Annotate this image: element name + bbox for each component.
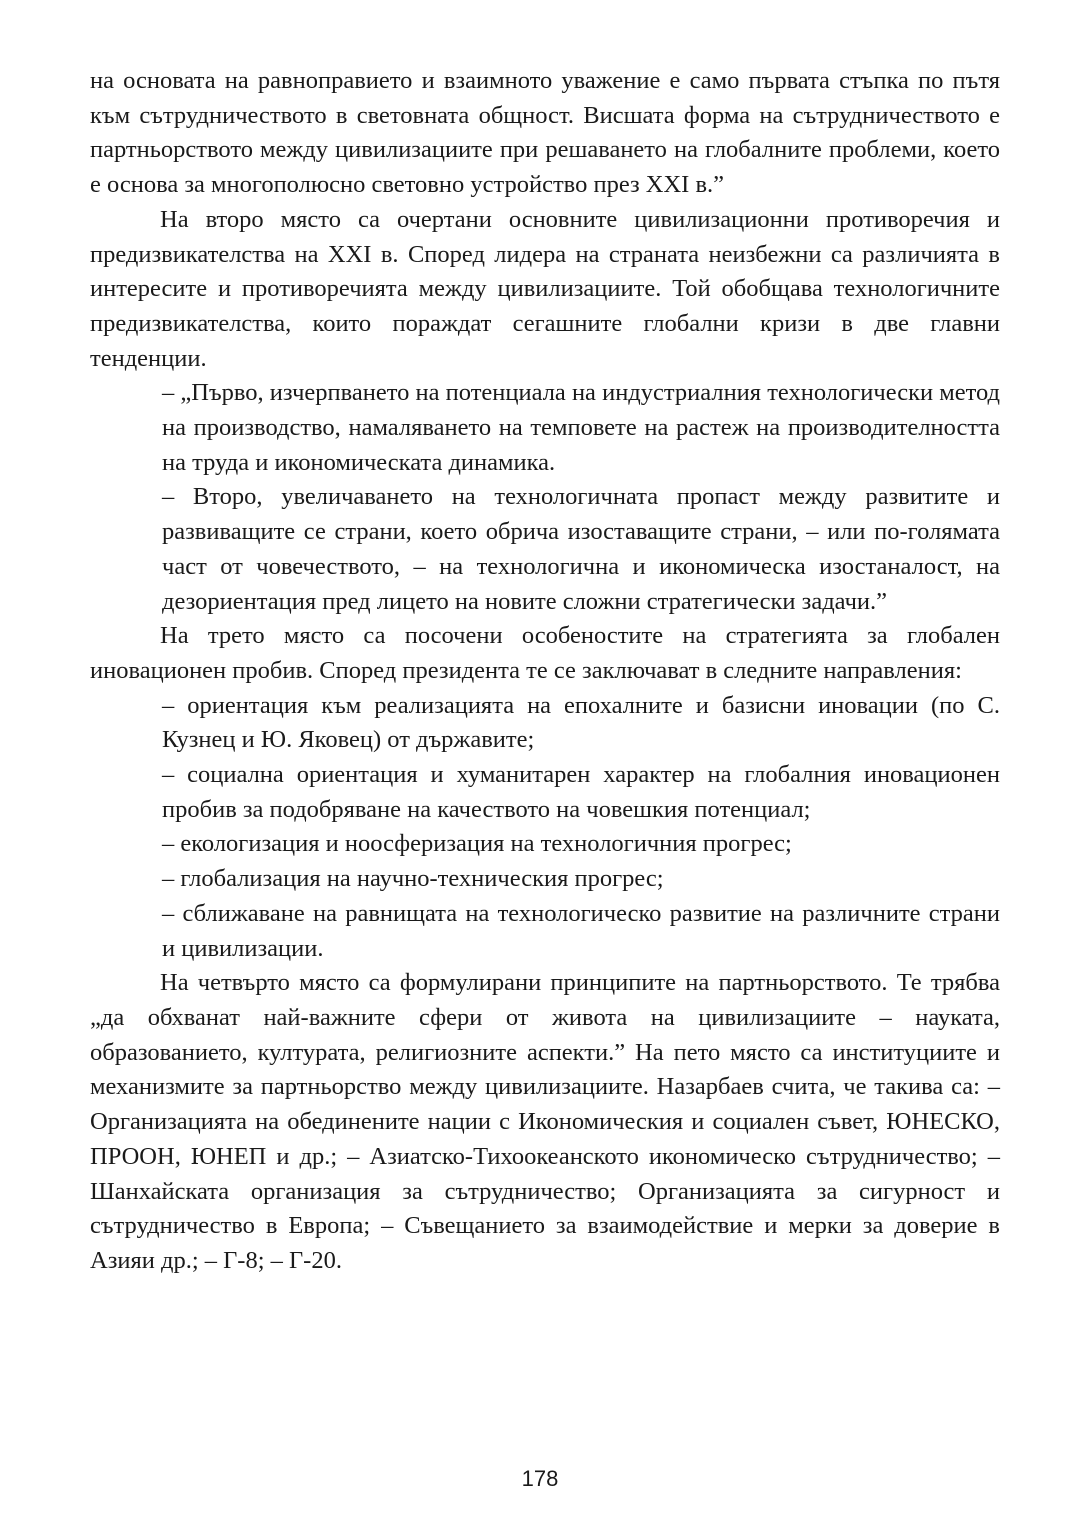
list-item-ecologization: – екологизация и ноосферизация на технологичния прогрес;	[162, 830, 792, 858]
page-body	[90, 64, 1000, 1279]
list-item-convergence: – сближаване на равнищата на технологическо развитие на различните страни и цивилизации.	[162, 899, 1000, 962]
paragraph-intro-continuation: на основата на равноправието и взаимното уважение е само първата стъпка по пътя към сътрудничеството в световната общност. Висшата форма на сътрудничеството е партньорството между цивилизациите при решаването на глобалните проблеми, което е основа за многополюсно световно устройство през XXI в.”	[90, 67, 1000, 199]
list-item-globalization: – глобализация на научно-техническия прогрес;	[162, 865, 664, 893]
page-number: 178	[521, 1466, 559, 1491]
paragraph-fourth-place: На четвърто място са формулирани принципите на партньорството. Те трябва „да обхванат най-важните сфери от живота на цивилизациите – науката, образованието, културата, религиозните аспекти.” На пето място са институциите и механизмите за партньорство между цивилизациите. Назарбаев счита, че такива са: – Организацията на обединените нации с Икономическия и социален съвет, ЮНЕСКО, ПРООН, ЮНЕП и др.; – Азиатско-Тихоокеанското икономическо сътрудничество; – Шанхайската организация за сътрудничество; Организацията за сигурност и сътрудничество в Европа; – Съвещанието за взаимодействие и мерки за доверие в Азияи др.; – Г-8; – Г-20.	[90, 969, 1000, 1274]
paragraph-second-place: На второ място са очертани основните цивилизационни противоречия и предизвикателства на XXI в. Според лидера на страната неизбежни са различията в интересите и противоречията между цивилизациите. Той обобщава технологичните предизвикателства, които пораждат сегашните глобални кризи в две главни тенденции.	[90, 205, 1000, 372]
quote-item-first: – „Първо, изчерпването на потенциала на индустриалния технологически метод на производство, намаляването на темповете на растеж на производителността на труда и икономическата динамика.	[162, 379, 1000, 476]
list-item-orientation: – ориентация към реализацията на епохалните и базисни иновации (по С. Кузнец и Ю. Яковец) от държавите;	[162, 691, 1000, 754]
list-item-social-orientation: – социална ориентация и хуманитарен характер на глобалния иновационен пробив за подобряване на качеството на човешкия потенциал;	[162, 761, 1000, 823]
paragraph-third-place: На трето място са посочени особеностите на стратегията за глобален иновационен пробив. Според президента те се заключават в следните направления:	[90, 622, 1000, 684]
quote-item-second: – Второ, увеличаването на технологичната пропаст между развитите и развиващите се страни, което обрича изоставащите страни, – или по-голямата част от човечеството, – на технологична и икономическа изостаналост, на дезориентация пред лицето на новите сложни стратегически задачи.”	[162, 483, 1000, 615]
